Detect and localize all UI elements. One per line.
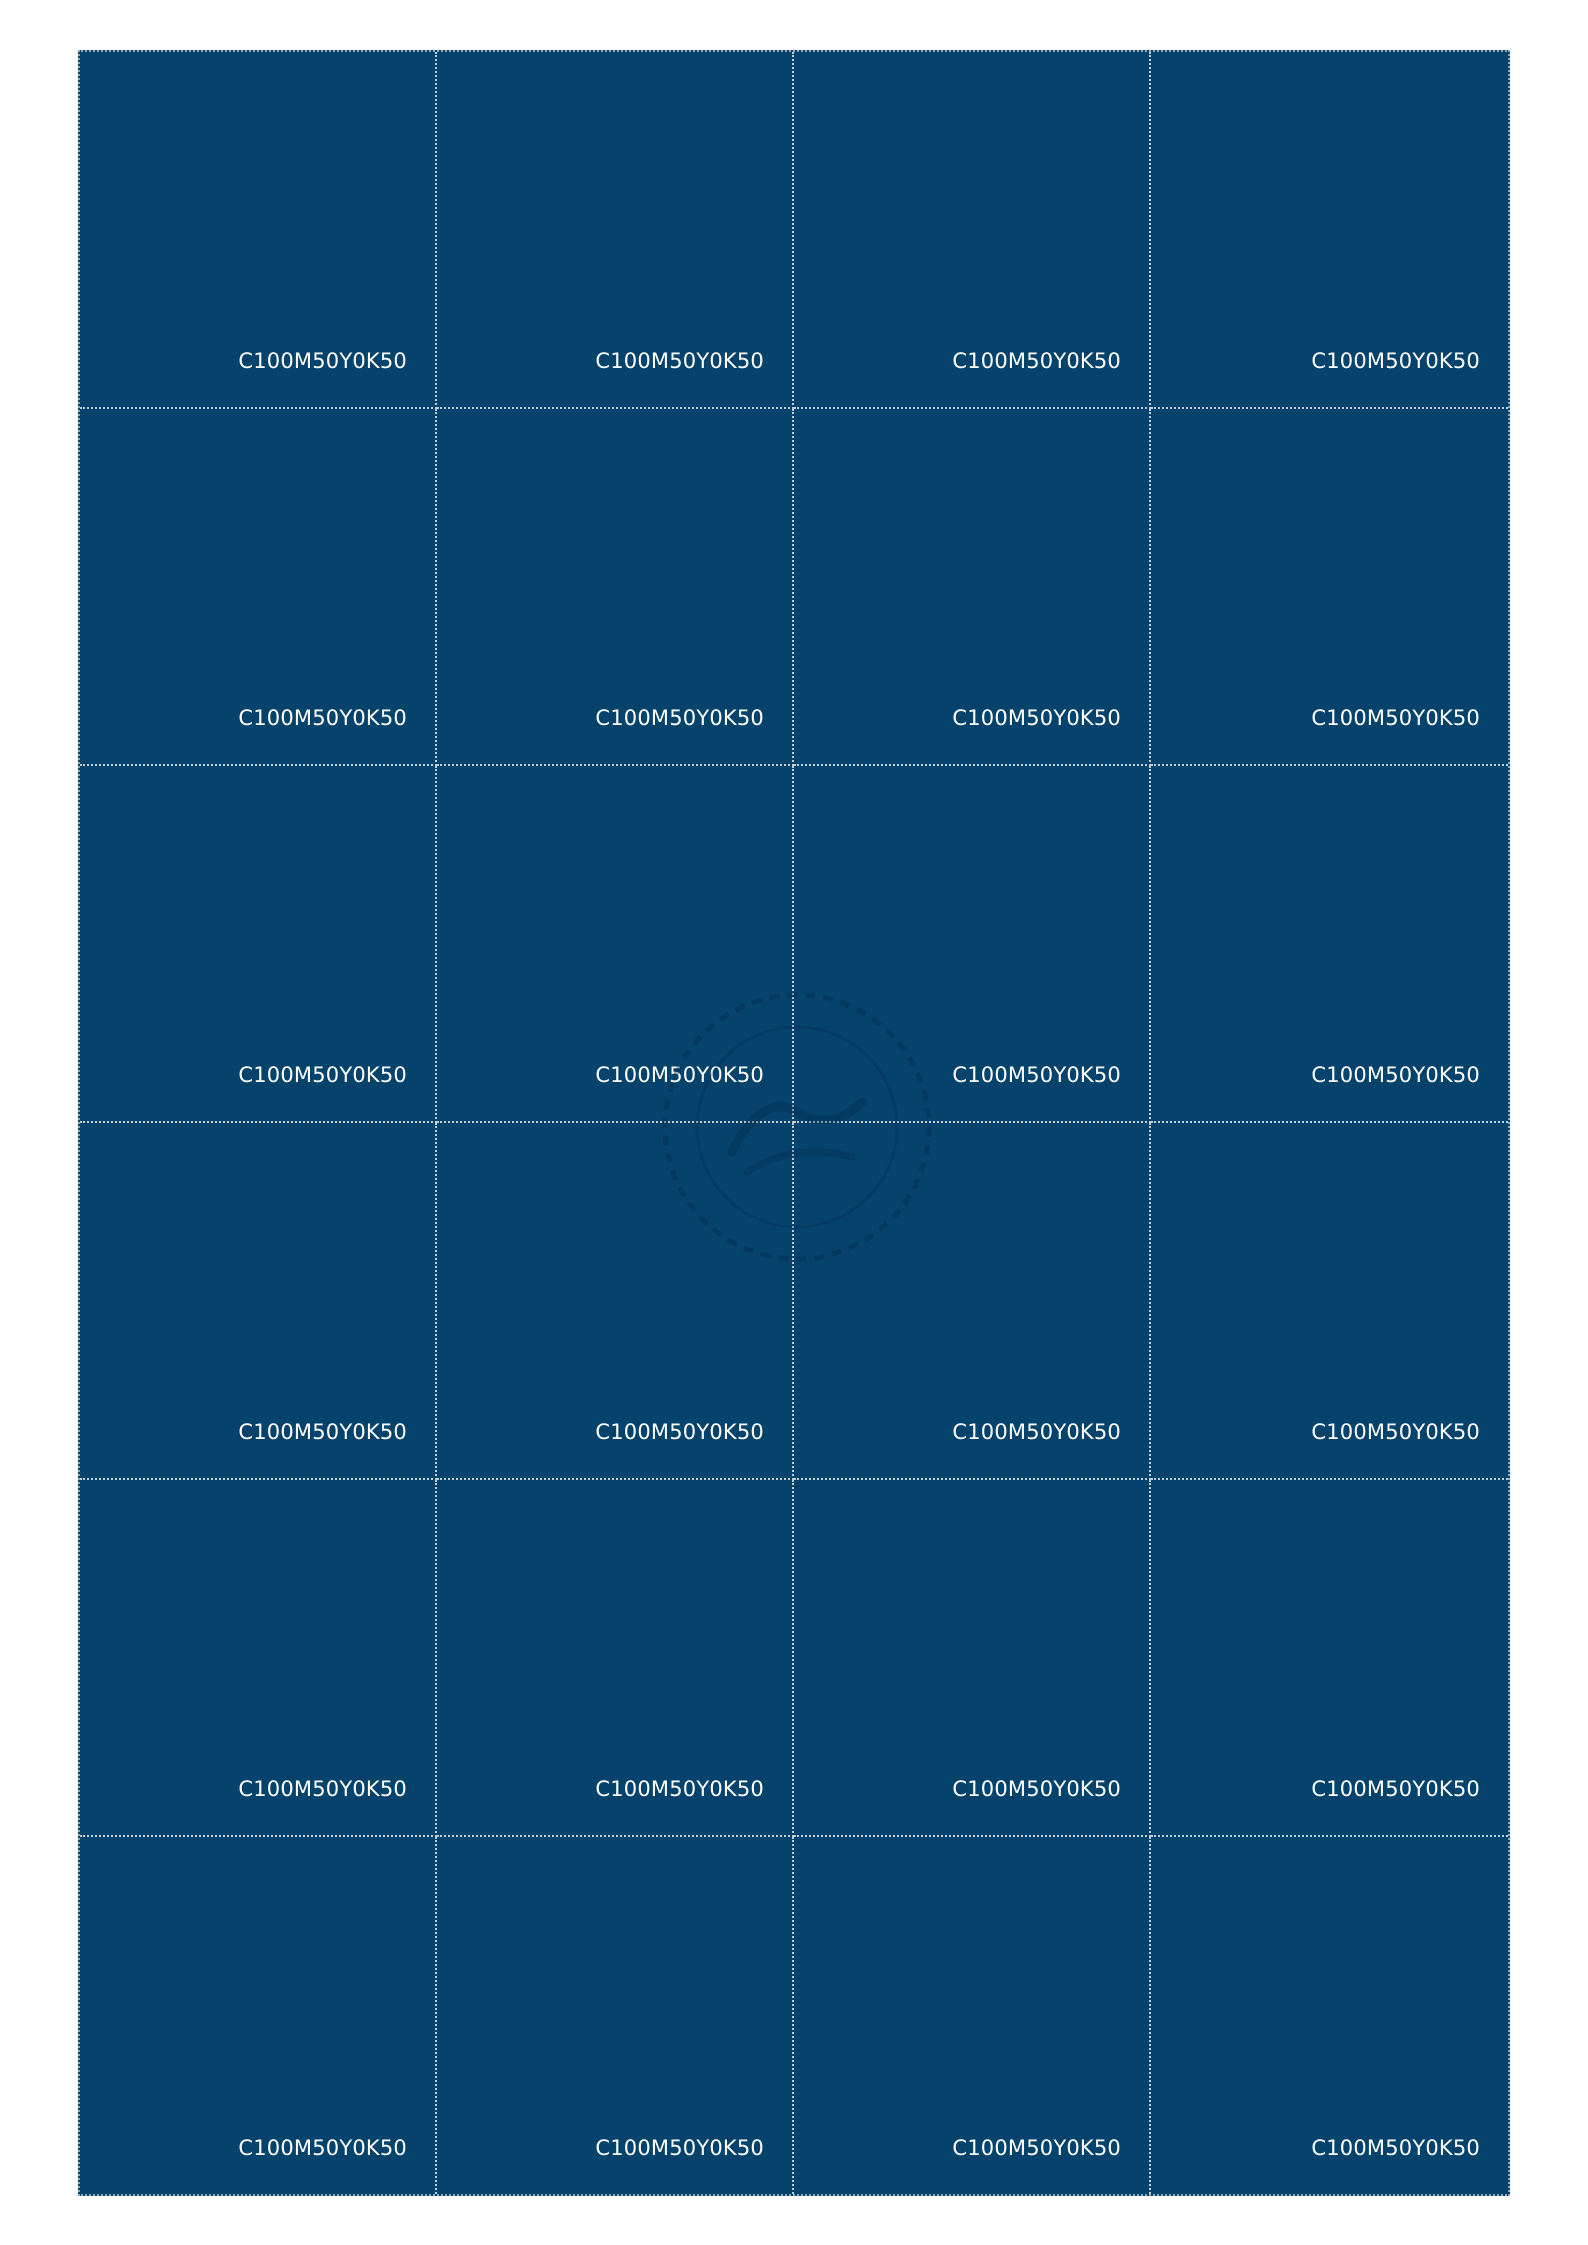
color-swatch	[794, 1123, 1151, 1480]
color-swatch	[794, 409, 1151, 766]
swatch-label: C100M50Y0K50	[595, 1063, 764, 1087]
color-swatch	[437, 1837, 794, 2194]
color-swatch	[794, 1837, 1151, 2194]
swatch-label: C100M50Y0K50	[238, 1777, 407, 1801]
color-swatch	[1151, 52, 1508, 409]
color-swatch	[80, 52, 437, 409]
color-swatch	[437, 1123, 794, 1480]
color-swatch-sheet	[78, 50, 1510, 2196]
color-swatch	[80, 1123, 437, 1480]
color-swatch	[794, 1480, 1151, 1837]
color-swatch	[794, 52, 1151, 409]
swatch-label: C100M50Y0K50	[238, 1420, 407, 1444]
swatch-label: C100M50Y0K50	[952, 1777, 1121, 1801]
color-swatch	[437, 52, 794, 409]
color-swatch	[80, 1480, 437, 1837]
swatch-label: C100M50Y0K50	[1311, 349, 1480, 373]
color-swatch	[437, 409, 794, 766]
swatch-label: C100M50Y0K50	[238, 1063, 407, 1087]
color-swatch	[80, 766, 437, 1123]
swatch-label: C100M50Y0K50	[1311, 1063, 1480, 1087]
color-swatch	[1151, 409, 1508, 766]
swatch-label: C100M50Y0K50	[595, 2136, 764, 2160]
swatch-label: C100M50Y0K50	[595, 349, 764, 373]
swatch-label: C100M50Y0K50	[238, 349, 407, 373]
swatch-label: C100M50Y0K50	[952, 2136, 1121, 2160]
swatch-label: C100M50Y0K50	[952, 349, 1121, 373]
swatch-label: C100M50Y0K50	[1311, 706, 1480, 730]
swatch-label: C100M50Y0K50	[595, 1777, 764, 1801]
color-swatch	[437, 1480, 794, 1837]
swatch-label: C100M50Y0K50	[952, 706, 1121, 730]
color-swatch	[1151, 1837, 1508, 2194]
swatch-label: C100M50Y0K50	[238, 706, 407, 730]
color-swatch	[794, 766, 1151, 1123]
color-swatch	[1151, 1480, 1508, 1837]
swatch-label: C100M50Y0K50	[1311, 2136, 1480, 2160]
swatch-label: C100M50Y0K50	[238, 2136, 407, 2160]
color-swatch	[1151, 766, 1508, 1123]
swatch-label: C100M50Y0K50	[1311, 1420, 1480, 1444]
color-swatch	[80, 1837, 437, 2194]
color-swatch	[1151, 1123, 1508, 1480]
swatch-label: C100M50Y0K50	[595, 706, 764, 730]
color-swatch	[80, 409, 437, 766]
swatch-label: C100M50Y0K50	[1311, 1777, 1480, 1801]
swatch-label: C100M50Y0K50	[595, 1420, 764, 1444]
color-swatch	[437, 766, 794, 1123]
swatch-label: C100M50Y0K50	[952, 1063, 1121, 1087]
swatch-label: C100M50Y0K50	[952, 1420, 1121, 1444]
